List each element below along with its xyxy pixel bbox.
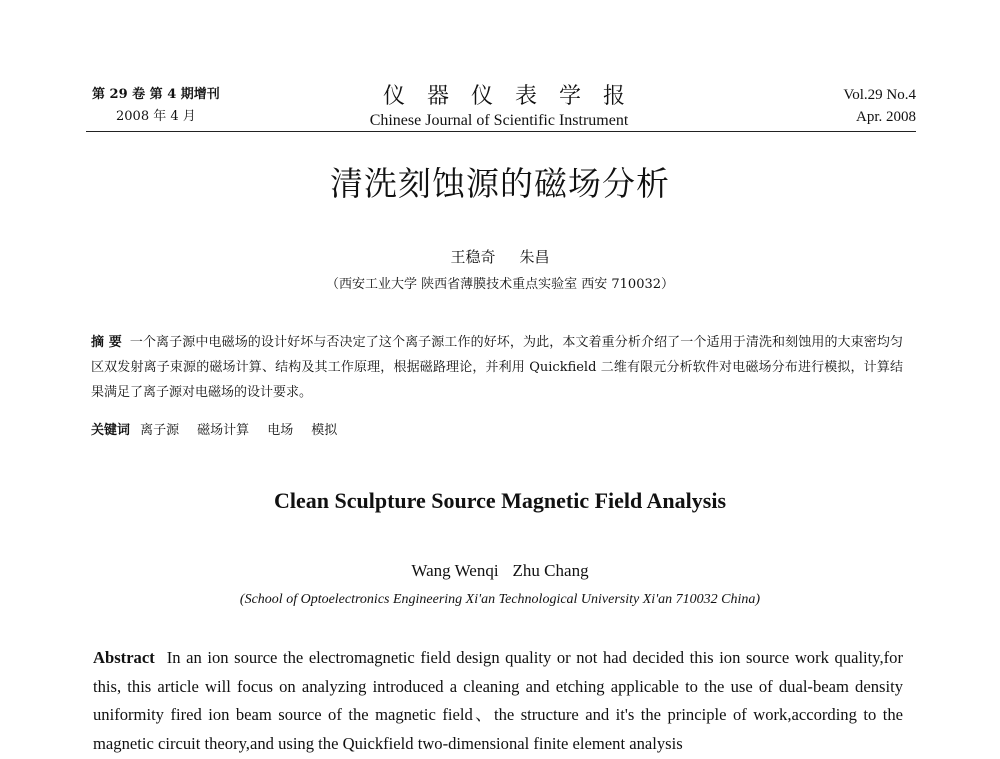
journal-header [86, 84, 916, 132]
keyword-cn-4: 模拟 [311, 423, 338, 438]
header-center [86, 84, 916, 131]
keyword-cn-3: 电场 [267, 423, 294, 438]
abstract-cn-text: 一个离子源中电磁场的设计好坏与否决定了这个离子源工作的好坏，为此，本文着重分析介绍了一个适用于清洗和刻蚀用的大束密均匀区双发射离子束源的磁场计算、结构及其工作原理，根据磁路理论，并利用 Quickfield 二维有限元分析软件对电磁场分布进行模拟，计算结果满足了离子源对电磁场的设计要求。 [91, 335, 903, 400]
volume-issue-en: Vol.29 No.4 [843, 87, 916, 103]
affiliation-cn: （西安工业大学 陕西省薄膜技术重点实验室 西安 710032） [325, 277, 675, 292]
keyword-cn-2: 磁场计算 [197, 423, 250, 438]
author-cn-1: 王稳奇 [450, 248, 496, 266]
journal-name-cn: 仪器仪表学报 [382, 84, 647, 109]
date-en: Apr. 2008 [856, 109, 916, 125]
abstract-cn-label: 摘 要 [91, 335, 122, 350]
affiliation-en: (School of Optoelectronics Engineering Xi'an Technological University Xi'an 710032 China) [239, 592, 761, 607]
authors-en [0, 560, 1000, 582]
author-cn-2: 朱昌 [519, 248, 550, 266]
authors-cn [0, 247, 1000, 267]
header-right [843, 84, 916, 128]
abstract-cn [91, 330, 903, 405]
paper-title-en: Clean Sculpture Source Magnetic Field Analysis [273, 488, 727, 513]
abstract-en-label: Abstract [93, 648, 155, 667]
header-rule [86, 131, 916, 132]
abstract-en-text: In an ion source the electromagnetic field design quality or not had decided this ion source work quality,for this, this article will focus on analyzing introduced a cleaning and etching applicable to the use of dual-beam density uniformity fired ion beam source of the magnetic field、the structure and it's the principle of work,according to the magnetic circuit theory,and using the Quickfield two-dimensional finite element analysis [93, 648, 903, 753]
abstract-en [93, 644, 903, 758]
author-en-2: Zhu Chang [512, 561, 589, 580]
keyword-cn-1: 离子源 [140, 423, 180, 438]
journal-name-en: Chinese Journal of Scientific Instrument [369, 112, 629, 129]
keywords-cn-label: 关键词 [91, 423, 131, 438]
date-cn: 2008 年 4 月 [116, 109, 196, 124]
volume-issue-cn: 第 29 卷 第 4 期增刊 [92, 87, 220, 102]
paper-title-cn: 清洗刻蚀源的磁场分析 [330, 164, 670, 203]
keywords-cn [91, 420, 903, 442]
author-en-1: Wang Wenqi [411, 561, 499, 580]
